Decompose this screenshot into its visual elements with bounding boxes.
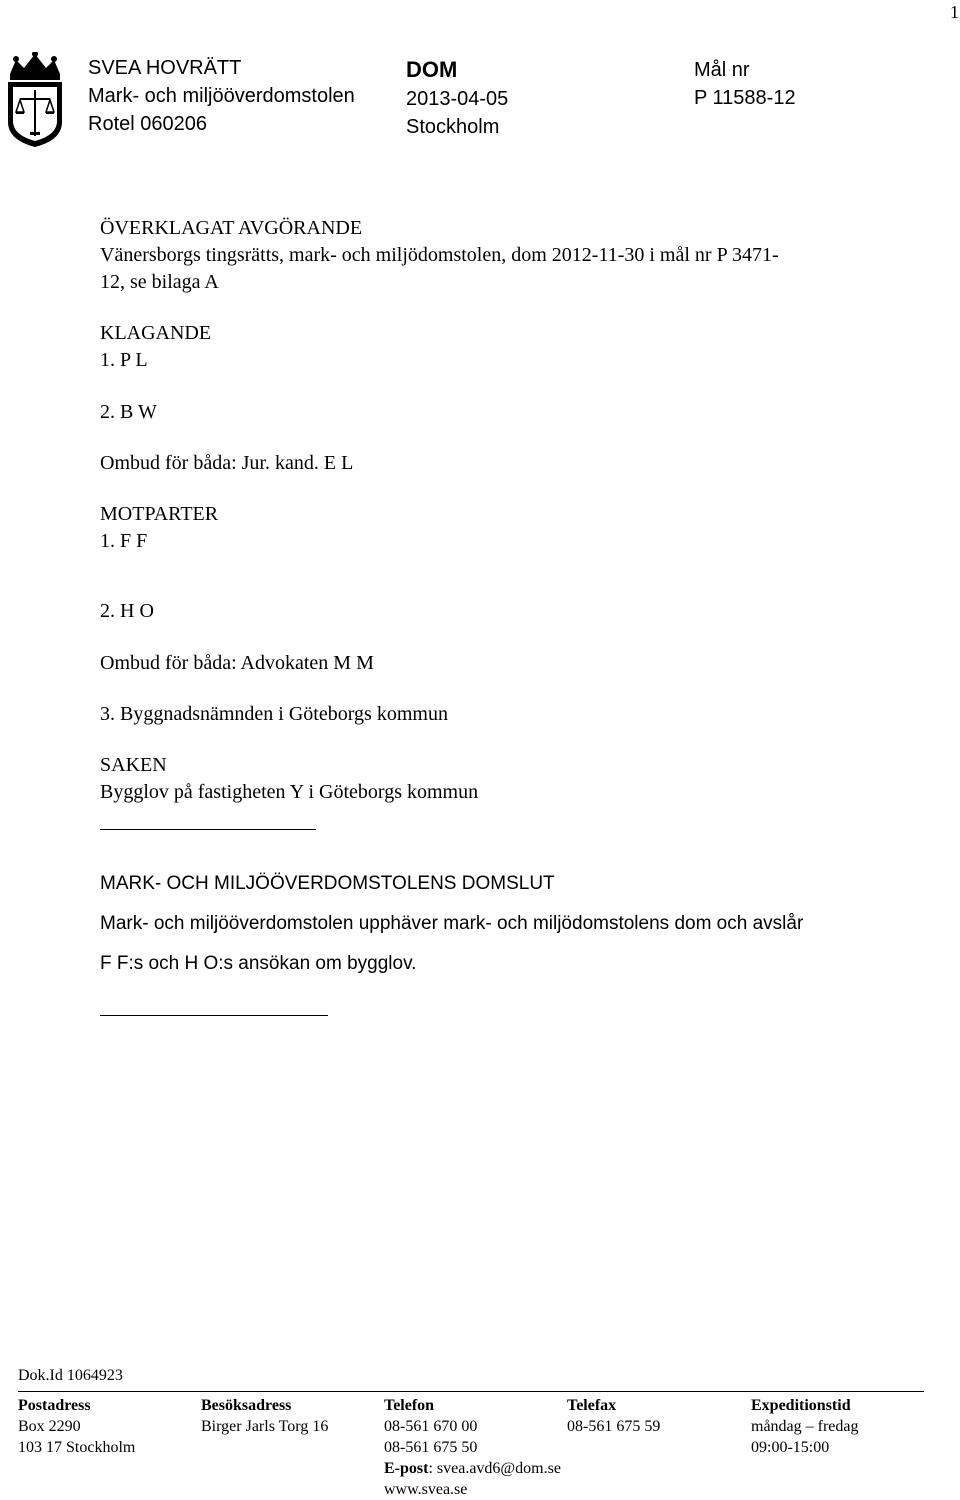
opponents-counsel: Ombud för båda: Advokaten M M: [100, 652, 374, 674]
footer-heading: Besöksadress: [201, 1397, 292, 1414]
ruling-line-2: F F:s och H O:s ansökan om bygglov.: [100, 953, 417, 974]
footer-postal: [18, 1395, 135, 1458]
ruling-heading: MARK- OCH MILJÖÖVERDOMSTOLENS DOMSLUT: [100, 873, 555, 894]
footer-phone: [384, 1395, 561, 1500]
footer-heading: Telefax: [567, 1397, 617, 1414]
document-id: Dok.Id 1064923: [18, 1367, 123, 1384]
matter-text: Bygglov på fastigheten Y i Göteborgs kommun: [100, 781, 479, 803]
matter-heading: SAKEN: [100, 754, 167, 776]
document-city: Stockholm: [406, 116, 500, 138]
footer-line: Box 2290: [18, 1418, 81, 1435]
appealed-line-1: Vänersborgs tingsrätts, mark- och miljödomstolen, dom 2012-11-30 i mål nr P 3471-: [100, 244, 779, 266]
appellant-2: 2. B W: [100, 401, 157, 423]
footer-line: 09:00-15:00: [751, 1439, 830, 1456]
footer-line: 08-561 675 59: [567, 1418, 661, 1435]
opponent-3: 3. Byggnadsnämnden i Göteborgs kommun: [100, 703, 448, 725]
swedish-coat-of-arms-icon: [2, 52, 68, 148]
footer-heading: Telefon: [384, 1397, 435, 1414]
opponent-2: 2. H O: [100, 600, 154, 622]
divider: [100, 1015, 328, 1016]
footer-hours: [751, 1395, 859, 1458]
footer-visiting: [201, 1395, 328, 1437]
ruling-line-1: Mark- och miljööverdomstolen upphäver mark- och miljödomstolens dom och avslår: [100, 913, 804, 934]
footer-heading: Expeditionstid: [751, 1397, 851, 1414]
email-value[interactable]: : svea.avd6@dom.se: [428, 1460, 561, 1477]
footer-email: [384, 1458, 561, 1479]
document-type: DOM: [406, 57, 458, 82]
appealed-line-2: 12, se bilaga A: [100, 271, 219, 293]
court-division: Mark- och miljööverdomstolen: [88, 85, 355, 107]
footer-line: 08-561 675 50: [384, 1439, 478, 1456]
appellant-1: 1. P L: [100, 349, 148, 371]
footer-line: måndag – fredag: [751, 1418, 859, 1435]
case-number: P 11588-12: [694, 87, 796, 109]
document-date: 2013-04-05: [406, 88, 509, 110]
appellants-counsel: Ombud för båda: Jur. kand. E L: [100, 452, 354, 474]
appealed-heading: ÖVERKLAGAT AVGÖRANDE: [100, 217, 363, 239]
email-label: E-post: [384, 1460, 429, 1477]
case-label: Mål nr: [694, 59, 750, 81]
opponent-1: 1. F F: [100, 530, 148, 552]
footer-line: Birger Jarls Torg 16: [201, 1418, 329, 1435]
page-number: 1: [950, 2, 959, 22]
footer-website[interactable]: www.svea.se: [384, 1481, 468, 1498]
footer-line: 08-561 670 00: [384, 1418, 478, 1435]
footer-fax: [567, 1395, 660, 1437]
court-name: SVEA HOVRÄTT: [88, 57, 242, 79]
rotel: Rotel 060206: [88, 113, 207, 135]
footer-heading: Postadress: [18, 1397, 91, 1414]
divider: [100, 829, 316, 830]
opponents-heading: MOTPARTER: [100, 503, 219, 525]
appellants-heading: KLAGANDE: [100, 322, 212, 344]
footer-line: 103 17 Stockholm: [18, 1439, 136, 1456]
footer-rule: [18, 1391, 924, 1392]
